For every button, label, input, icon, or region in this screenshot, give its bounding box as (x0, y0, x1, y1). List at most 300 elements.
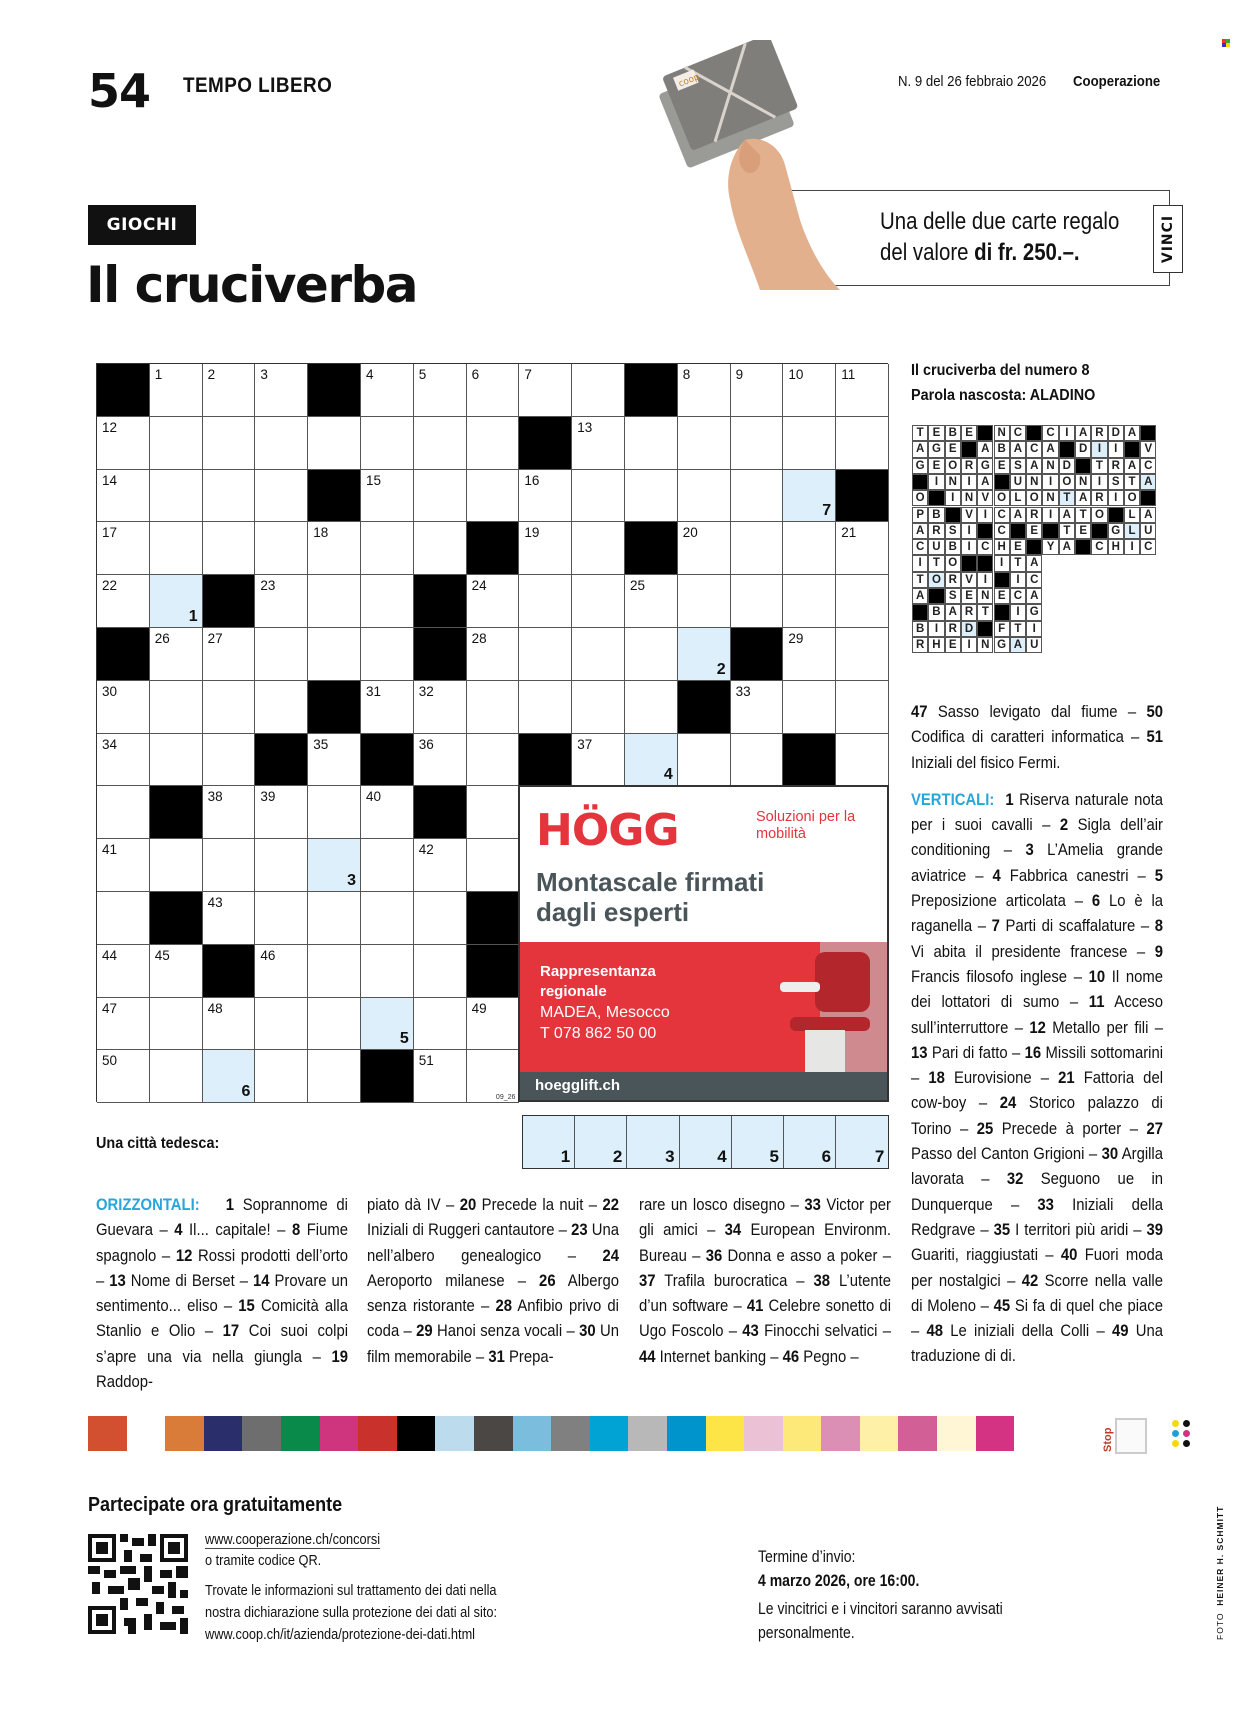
grid-cell[interactable] (414, 839, 467, 892)
hidden-word-slot[interactable] (732, 1116, 784, 1168)
grid-cell[interactable] (150, 734, 203, 787)
qr-code-icon[interactable] (88, 1534, 188, 1634)
solution-letter: T (977, 604, 993, 620)
grid-cell[interactable] (361, 522, 414, 575)
grid-cell[interactable] (361, 892, 414, 945)
grid-cell[interactable] (836, 522, 889, 575)
solution-letter: N (977, 588, 993, 604)
clue-number: 17 (102, 525, 118, 541)
grid-cell[interactable] (203, 628, 256, 681)
grid-cell[interactable] (414, 470, 467, 523)
solution-letter: E (945, 637, 961, 653)
solution-letter: E (928, 425, 944, 441)
grid-cell[interactable] (361, 786, 414, 839)
grid-cell[interactable] (255, 1050, 308, 1103)
deadline: Termine d’invio: 4 marzo 2026, ore 16:00. (758, 1548, 920, 1590)
solution-letter: A (1059, 507, 1075, 523)
grid-cell[interactable] (572, 628, 625, 681)
solution-letter: R (945, 572, 961, 588)
grid-cell[interactable] (625, 681, 678, 734)
clue-number: 13 (577, 419, 593, 435)
grid-cell[interactable] (255, 786, 308, 839)
solution-letter: C (994, 523, 1010, 539)
grid-cell[interactable] (150, 681, 203, 734)
solution-letter: S (1010, 458, 1026, 474)
solution-letter: V (1140, 441, 1156, 457)
ad-representation: Rappresentanza regionale (540, 963, 656, 1000)
grid-cell[interactable] (836, 734, 889, 787)
clue-number: 24 (471, 578, 487, 594)
grid-cell[interactable] (203, 470, 256, 523)
grid-cell[interactable] (255, 892, 308, 945)
solution-letter: I (1091, 441, 1107, 457)
grid-cell[interactable] (203, 417, 256, 470)
grid-cell[interactable] (519, 364, 572, 417)
grid-cell[interactable] (255, 998, 308, 1051)
grid-cell[interactable] (361, 364, 414, 417)
solution-letter: T (1091, 458, 1107, 474)
color-swatch (242, 1416, 281, 1451)
grid-cell[interactable] (678, 364, 731, 417)
solution-letter: N (1026, 474, 1042, 490)
solution-letter: O (945, 555, 961, 571)
clue-number: 12 (102, 419, 118, 435)
hidden-word-slot[interactable] (523, 1116, 575, 1168)
solution-letter: I (1026, 621, 1042, 637)
solution-letter: A (1010, 441, 1026, 457)
solution-letter: I (945, 490, 961, 506)
grid-cell[interactable] (97, 1050, 150, 1103)
grid-cell[interactable] (414, 734, 467, 787)
solution-letter: A (912, 441, 928, 457)
privacy-url-link[interactable]: www.coop.ch/it/azienda/protezione-dei-dati.html (205, 1626, 476, 1643)
grid-cell[interactable] (731, 364, 784, 417)
clue-number: 42 (418, 842, 434, 858)
solution-letter: S (945, 588, 961, 604)
solution-black-cell (1059, 441, 1075, 457)
solution-letter: N (977, 637, 993, 653)
solution-letter: E (1026, 523, 1042, 539)
solution-letter: E (1075, 523, 1091, 539)
solution-letter: V (977, 490, 993, 506)
grid-cell[interactable] (731, 417, 784, 470)
grid-cell[interactable] (150, 1050, 203, 1103)
hidden-word-label: Una città tedesca: (96, 1135, 220, 1152)
color-swatch (127, 1416, 166, 1451)
solution-letter: G (1108, 523, 1124, 539)
solution-letter: U (1026, 637, 1042, 653)
solution-letter: U (1140, 523, 1156, 539)
color-swatch (628, 1416, 667, 1451)
hidden-word-slot[interactable] (575, 1116, 627, 1168)
grid-cell[interactable] (255, 470, 308, 523)
hidden-word-boxes[interactable] (522, 1115, 889, 1169)
solution-letter: V (961, 507, 977, 523)
hidden-letter-index: 1 (188, 607, 198, 625)
grid-cell[interactable] (414, 1050, 467, 1103)
slot-index: 7 (874, 1147, 885, 1166)
solution-letter: N (994, 425, 1010, 441)
clue-number: 36 (418, 736, 434, 752)
grid-cell[interactable] (731, 470, 784, 523)
hidden-letter-cell[interactable] (783, 470, 836, 523)
grid-cell[interactable] (414, 681, 467, 734)
grid-cell[interactable] (519, 470, 572, 523)
grid-cell[interactable] (519, 522, 572, 575)
grid-cell[interactable] (97, 681, 150, 734)
solution-letter: A (977, 441, 993, 457)
grid-cell[interactable] (97, 734, 150, 787)
grid-cell[interactable] (783, 364, 836, 417)
black-cell (467, 945, 520, 998)
solution-letter: I (977, 507, 993, 523)
color-swatch (551, 1416, 590, 1451)
black-cell (625, 522, 678, 575)
grid-cell[interactable] (467, 839, 520, 892)
solution-letter: A (912, 523, 928, 539)
grid-cell[interactable] (783, 575, 836, 628)
solution-letter: O (1059, 474, 1075, 490)
grid-cell[interactable] (836, 575, 889, 628)
hidden-letter-cell[interactable] (678, 628, 731, 681)
solution-letter: I (961, 523, 977, 539)
contest-url-link[interactable]: www.cooperazione.ch/concorsi (205, 1531, 381, 1548)
slot-index: 2 (612, 1147, 623, 1166)
clue-number: 49 (471, 1000, 487, 1016)
grid-cell[interactable] (519, 681, 572, 734)
solution-letter: G (1026, 604, 1042, 620)
clue-number: 35 (313, 736, 329, 752)
color-swatch (165, 1416, 204, 1451)
category-tag: GIOCHI (88, 205, 196, 245)
grid-cell[interactable] (414, 417, 467, 470)
grid-cell[interactable] (625, 470, 678, 523)
grid-cell[interactable] (97, 417, 150, 470)
grid-cell[interactable] (97, 470, 150, 523)
solution-letter: O (912, 490, 928, 506)
solution-letter: A (1124, 458, 1140, 474)
hogg-advertisement[interactable] (518, 785, 889, 1102)
grid-cell[interactable] (255, 839, 308, 892)
solution-black-cell (1075, 458, 1091, 474)
grid-cell[interactable] (150, 470, 203, 523)
grid-cell[interactable] (467, 998, 520, 1051)
grid-cell[interactable] (467, 734, 520, 787)
grid-cell[interactable] (97, 575, 150, 628)
black-cell (836, 470, 889, 523)
solution-letter: I (1042, 474, 1058, 490)
grid-cell[interactable] (519, 575, 572, 628)
black-cell (97, 364, 150, 417)
solution-letter: I (961, 474, 977, 490)
solution-letter: H (928, 637, 944, 653)
solution-black-cell (1091, 523, 1107, 539)
color-swatch (88, 1416, 127, 1451)
grid-cell[interactable] (836, 364, 889, 417)
grid-cell[interactable] (203, 998, 256, 1051)
grid-cell[interactable] (467, 364, 520, 417)
grid-cell[interactable] (678, 417, 731, 470)
clue-number: 38 (207, 789, 223, 805)
grid-cell[interactable] (203, 681, 256, 734)
grid-cell[interactable] (308, 734, 361, 787)
grid-cell[interactable] (203, 364, 256, 417)
clue-number: 25 (630, 578, 646, 594)
participate-heading: Partecipate ora gratuitamente (88, 1494, 343, 1516)
solution-letter: I (1010, 604, 1026, 620)
clue-number: 44 (102, 947, 118, 963)
solution-black-cell (1042, 523, 1058, 539)
color-swatch (976, 1416, 1015, 1451)
grid-cell[interactable] (467, 1050, 520, 1103)
solution-letter: C (1042, 425, 1058, 441)
solution-letter: N (1042, 490, 1058, 506)
solution-letter: T (912, 572, 928, 588)
grid-cell[interactable] (467, 786, 520, 839)
grid-cell[interactable] (203, 892, 256, 945)
grid-cell[interactable] (361, 470, 414, 523)
grid-cell[interactable] (625, 417, 678, 470)
solution-letter: A (977, 474, 993, 490)
hidden-word-slot[interactable] (627, 1116, 679, 1168)
grid-cell[interactable] (308, 786, 361, 839)
section-label: TEMPO LIBERO (183, 74, 333, 97)
magazine-name: Cooperazione (1073, 73, 1161, 90)
grid-cell[interactable] (203, 839, 256, 892)
prize-line-2: del valore di fr. 250.–. (880, 239, 1080, 266)
black-cell (519, 734, 572, 787)
grid-cell[interactable] (203, 734, 256, 787)
hidden-letter-cell[interactable] (361, 998, 414, 1051)
grid-cell[interactable] (150, 628, 203, 681)
grid-cell[interactable] (625, 575, 678, 628)
issue-date: N. 9 del 26 febbraio 2026 (898, 73, 1047, 90)
grid-cell[interactable] (255, 575, 308, 628)
grid-cell[interactable] (308, 417, 361, 470)
grid-cell[interactable] (308, 945, 361, 998)
clue-number: 14 (102, 472, 118, 488)
grid-cell[interactable] (467, 470, 520, 523)
grid-cell[interactable] (731, 681, 784, 734)
color-swatch (706, 1416, 745, 1451)
grid-cell[interactable] (572, 522, 625, 575)
grid-cell[interactable] (150, 945, 203, 998)
grid-cell[interactable] (467, 575, 520, 628)
black-cell (308, 681, 361, 734)
hidden-word-slot[interactable] (784, 1116, 836, 1168)
clue-number: 48 (207, 1000, 223, 1016)
grid-cell[interactable] (572, 364, 625, 417)
grid-cell[interactable] (150, 998, 203, 1051)
grid-cell[interactable] (97, 998, 150, 1051)
grid-cell[interactable] (361, 575, 414, 628)
grid-cell[interactable] (572, 681, 625, 734)
grid-cell[interactable] (572, 470, 625, 523)
color-swatch (358, 1416, 397, 1451)
grid-cell[interactable] (731, 522, 784, 575)
grid-cell[interactable] (361, 839, 414, 892)
grid-cell[interactable] (255, 945, 308, 998)
solution-letter: G (912, 458, 928, 474)
solution-black-cell (945, 507, 961, 523)
grid-cell[interactable] (308, 892, 361, 945)
solution-black-cell (961, 555, 977, 571)
hidden-letter-cell[interactable] (150, 575, 203, 628)
grid-cell[interactable] (150, 364, 203, 417)
black-cell (467, 522, 520, 575)
clue-number: 29 (788, 631, 804, 646)
grid-cell[interactable] (572, 417, 625, 470)
grid-cell[interactable] (678, 575, 731, 628)
grid-cell[interactable] (308, 998, 361, 1051)
solution-black-cell (994, 474, 1010, 490)
grid-cell[interactable] (150, 417, 203, 470)
grid-cell[interactable] (783, 417, 836, 470)
grid-cell[interactable] (467, 417, 520, 470)
grid-cell[interactable] (97, 522, 150, 575)
grid-cell[interactable] (255, 364, 308, 417)
grid-cell[interactable] (361, 681, 414, 734)
grid-cell[interactable] (361, 417, 414, 470)
page-title: Il cruciverba (86, 256, 418, 314)
solution-letter: A (1026, 458, 1042, 474)
grid-cell[interactable] (414, 998, 467, 1051)
solution-black-cell (912, 604, 928, 620)
grid-cell[interactable] (836, 681, 889, 734)
grid-cell[interactable] (97, 839, 150, 892)
grid-cell[interactable] (97, 892, 150, 945)
solution-letter: P (912, 507, 928, 523)
color-swatch (744, 1416, 783, 1451)
grid-cell[interactable] (361, 628, 414, 681)
solution-letter: C (994, 507, 1010, 523)
solution-letter: I (1010, 572, 1026, 588)
grid-cell[interactable] (255, 417, 308, 470)
grid-cell[interactable] (97, 786, 150, 839)
solution-letter: N (1075, 474, 1091, 490)
grid-cell[interactable] (836, 417, 889, 470)
black-cell (625, 364, 678, 417)
clue-number: 45 (154, 947, 170, 963)
solution-letter: T (1059, 490, 1075, 506)
black-cell (414, 628, 467, 681)
grid-cell[interactable] (519, 628, 572, 681)
clue-number: 22 (102, 578, 118, 594)
solution-letter: A (1075, 425, 1091, 441)
grid-cell[interactable] (467, 628, 520, 681)
grid-cell[interactable] (836, 628, 889, 681)
grid-cell[interactable] (467, 681, 520, 734)
hidden-letter-cell[interactable] (203, 1050, 256, 1103)
vinci-badge: VINCI (1153, 205, 1183, 273)
grid-cell[interactable] (783, 681, 836, 734)
clue-number: 10 (788, 367, 804, 382)
ad-headline: Montascale firmati dagli esperti (536, 867, 765, 927)
solution-letter: I (928, 621, 944, 637)
solution-letter: C (977, 539, 993, 555)
grid-cell[interactable] (572, 734, 625, 787)
grid-cell[interactable] (414, 364, 467, 417)
ad-url-link[interactable]: hoegglift.ch (535, 1077, 620, 1094)
solution-letter: N (945, 474, 961, 490)
solution-letter: I (1108, 441, 1124, 457)
solution-letter: T (1075, 507, 1091, 523)
grid-cell[interactable] (572, 575, 625, 628)
solution-letter: O (1026, 490, 1042, 506)
solution-letter: D (961, 621, 977, 637)
print-color-bar (88, 1416, 1014, 1451)
clue-number: 18 (313, 525, 329, 541)
clue-number: 39 (260, 789, 276, 805)
hidden-word-slot[interactable] (680, 1116, 732, 1168)
grid-cell[interactable] (150, 839, 203, 892)
grid-cell[interactable] (203, 786, 256, 839)
solution-letter: I (1124, 539, 1140, 555)
grid-cell[interactable] (255, 522, 308, 575)
clue-number: 2 (207, 367, 216, 382)
ad-tagline: Soluzioni per la mobilità (756, 809, 856, 842)
grid-cell[interactable] (783, 628, 836, 681)
grid-cell[interactable] (150, 522, 203, 575)
clue-number: 34 (102, 736, 118, 752)
hidden-word-slot[interactable] (836, 1116, 888, 1168)
grid-cell[interactable] (203, 522, 256, 575)
grid-cell[interactable] (414, 522, 467, 575)
grid-cell[interactable] (255, 628, 308, 681)
clue-number: 50 (102, 1053, 118, 1069)
solution-letter: A (1140, 474, 1156, 490)
grid-cell[interactable] (308, 628, 361, 681)
clue-number: 23 (260, 578, 276, 594)
grid-cell[interactable] (678, 522, 731, 575)
solution-letter: A (1026, 588, 1042, 604)
ad-phone[interactable]: T 078 862 50 00 (540, 1025, 657, 1042)
color-swatch (937, 1416, 976, 1451)
grid-cell[interactable] (625, 628, 678, 681)
registration-mark-icon (1222, 34, 1230, 42)
page-number: 54 (88, 64, 151, 118)
grid-cell[interactable] (783, 522, 836, 575)
grid-cell[interactable] (414, 892, 467, 945)
color-swatch (320, 1416, 359, 1451)
grid-cell[interactable] (731, 734, 784, 787)
solution-black-cell (1026, 425, 1042, 441)
grid-cell[interactable] (731, 575, 784, 628)
grid-cell[interactable] (678, 734, 731, 787)
svg-text:coop: coop (677, 72, 702, 90)
grid-cell[interactable] (678, 470, 731, 523)
grid-cell[interactable] (414, 945, 467, 998)
black-cell (97, 628, 150, 681)
solution-letter: I (1042, 507, 1058, 523)
solution-letter: R (961, 604, 977, 620)
solution-letter: O (1124, 490, 1140, 506)
solution-letter: I (977, 572, 993, 588)
grid-cell[interactable] (255, 681, 308, 734)
grid-cell[interactable] (97, 945, 150, 998)
grid-cell[interactable] (308, 1050, 361, 1103)
grid-cell[interactable] (361, 945, 414, 998)
clue-number: 6 (471, 367, 480, 382)
grid-cell[interactable] (308, 575, 361, 628)
color-swatch (204, 1416, 243, 1451)
slot-index: 6 (821, 1147, 832, 1166)
solution-letter: I (1108, 490, 1124, 506)
hidden-letter-cell[interactable] (308, 839, 361, 892)
hidden-letter-cell[interactable] (625, 734, 678, 787)
solution-letter: R (928, 523, 944, 539)
grid-cell[interactable] (308, 522, 361, 575)
